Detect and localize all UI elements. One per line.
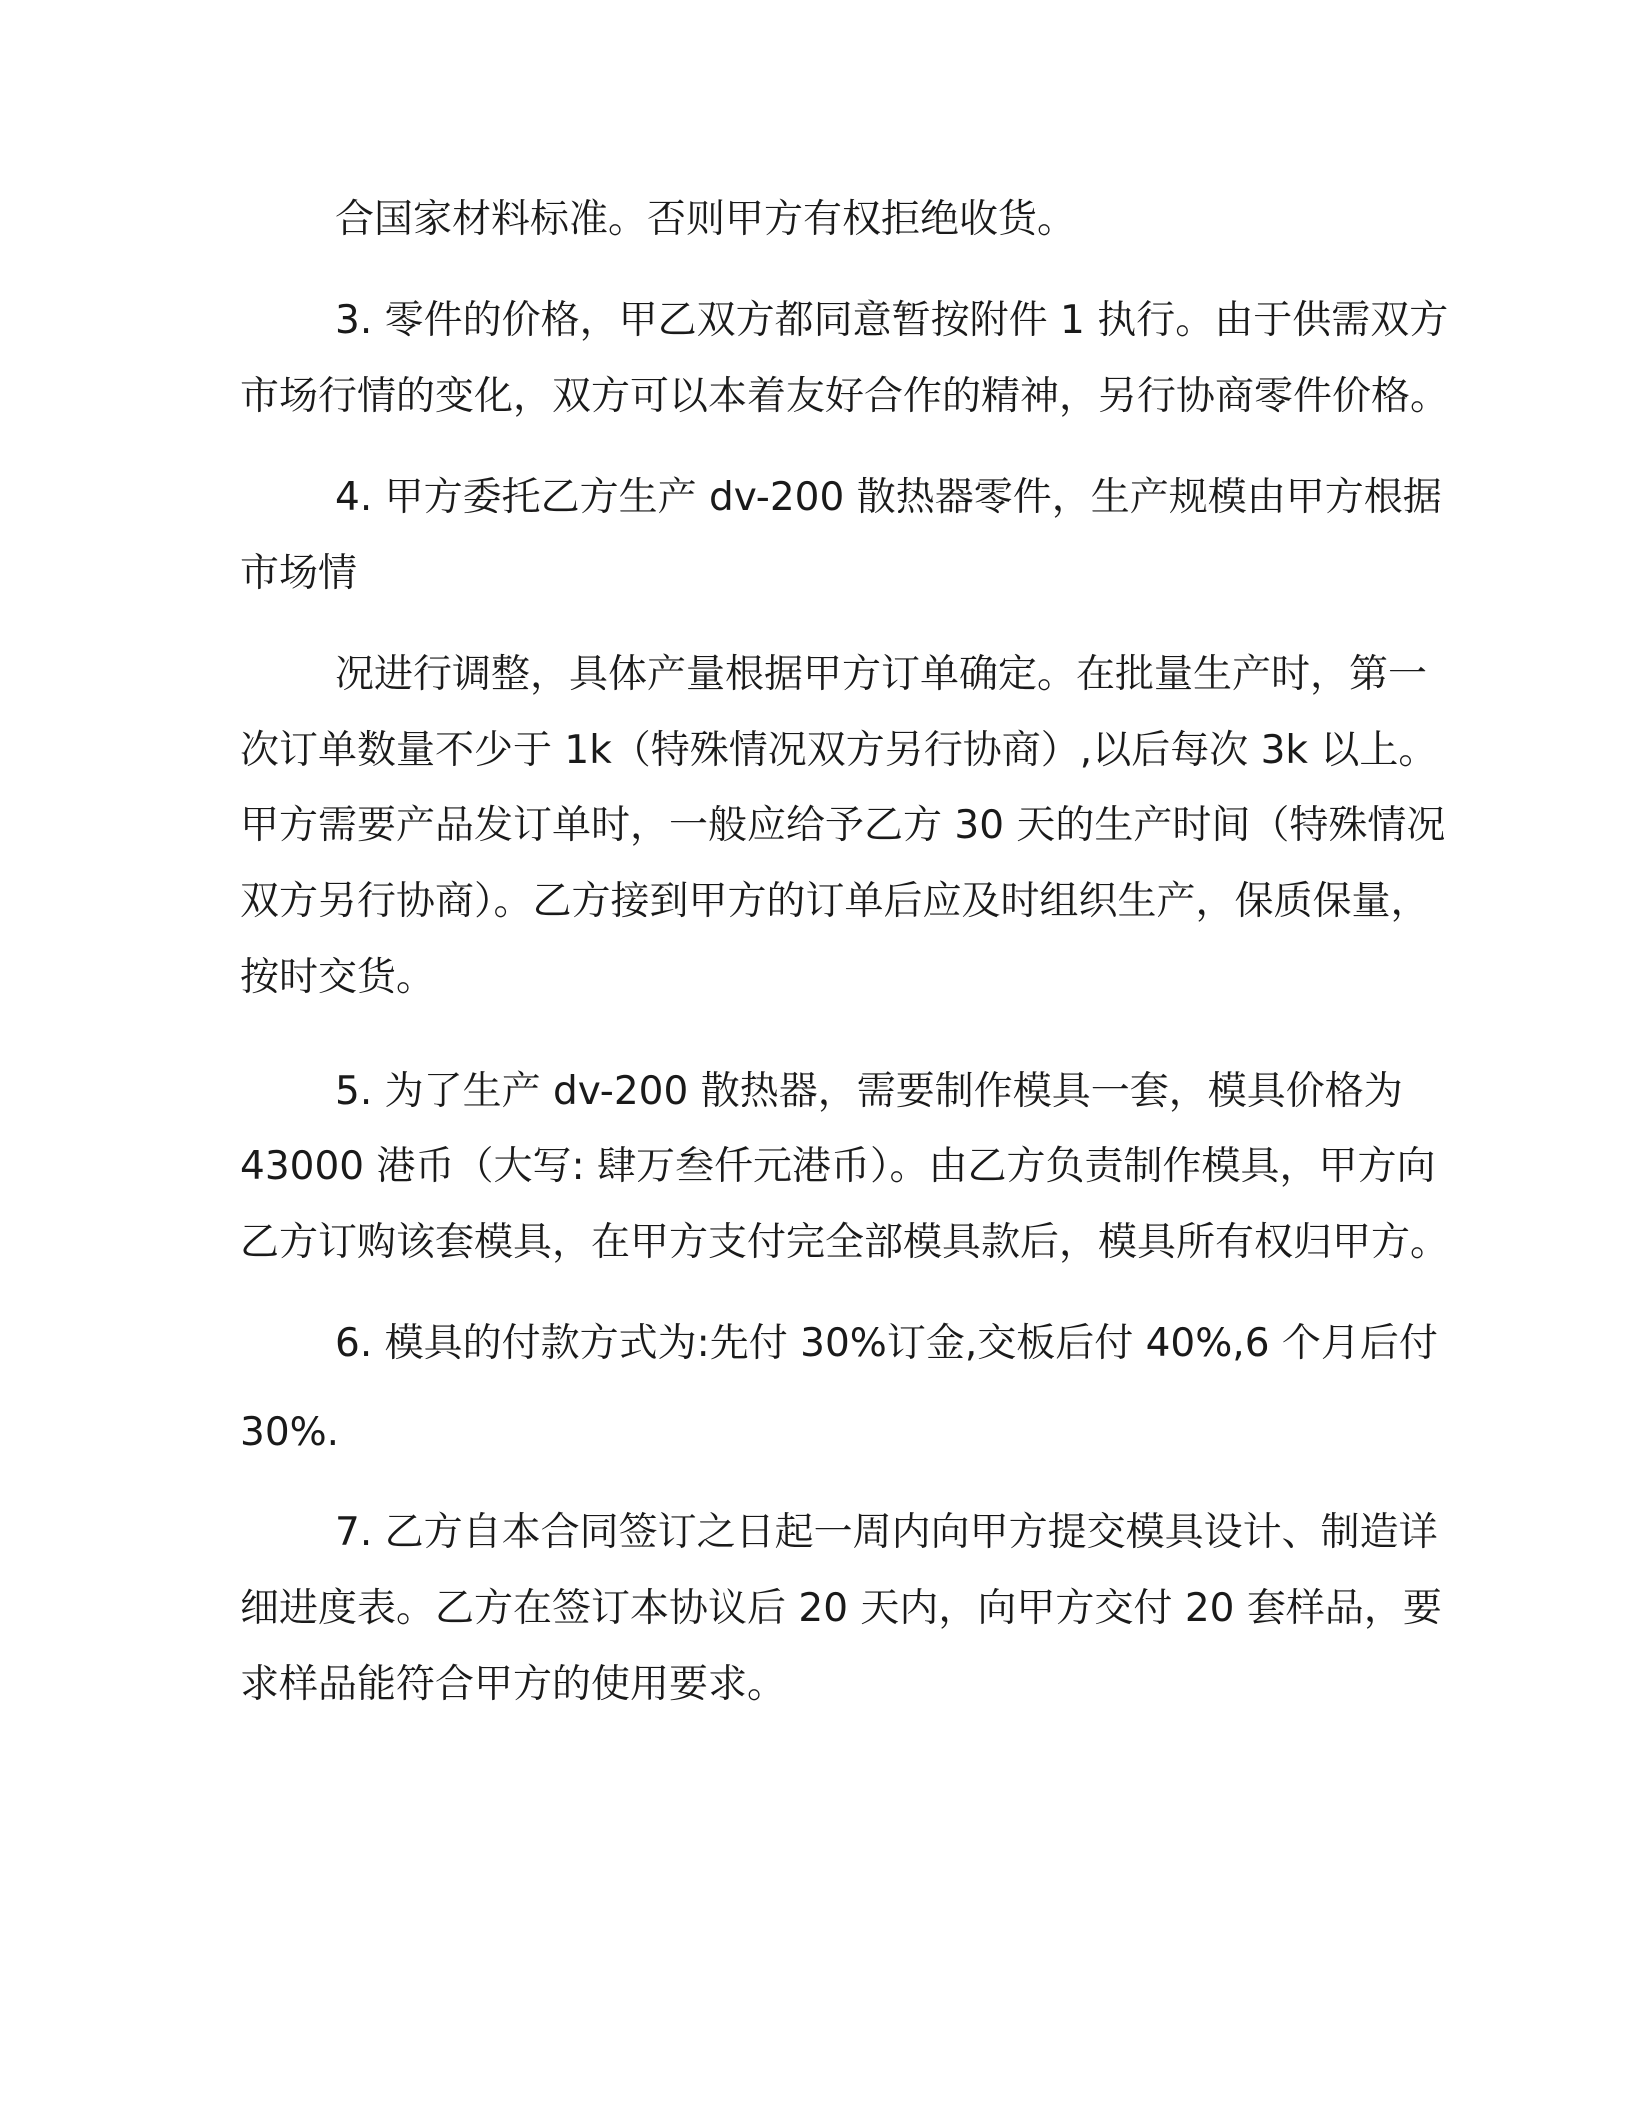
paragraph-7-line-2: 细进度表。乙方在签订本协议后 20 天内，向甲方交付 20 套样品，要 xyxy=(240,1586,1442,1631)
paragraph-6-line-2: 30%. xyxy=(240,1410,340,1455)
paragraph-4b-line-5: 按时交货。 xyxy=(240,955,436,1000)
paragraph-3-line-1: 3. 零件的价格，甲乙双方都同意暂按附件 1 执行。由于供需双方 xyxy=(335,298,1449,343)
paragraph-7-line-1: 7. 乙方自本合同签订之日起一周内向甲方提交模具设计、制造详 xyxy=(335,1510,1438,1555)
paragraph-7-line-3: 求样品能符合甲方的使用要求。 xyxy=(240,1662,787,1707)
paragraph-5-line-3: 乙方订购该套模具，在甲方支付完全部模具款后，模具所有权归甲方。 xyxy=(240,1220,1450,1265)
paragraph-4b-line-1: 况进行调整，具体产量根据甲方订单确定。在批量生产时，第一 xyxy=(335,652,1428,697)
paragraph-5-line-1: 5. 为了生产 dv-200 散热器，需要制作模具一套，模具价格为 xyxy=(335,1069,1403,1114)
paragraph-4b-line-2: 次订单数量不少于 1k（特殊情况双方另行协商）,以后每次 3k 以上。 xyxy=(240,728,1438,773)
paragraph-4-line-2: 市场情 xyxy=(240,551,358,596)
paragraph-4b-line-3: 甲方需要产品发订单时，一般应给予乙方 30 天的生产时间（特殊情况 xyxy=(240,803,1446,848)
paragraph-2-line-1: 合国家材料标准。否则甲方有权拒绝收货。 xyxy=(335,197,1077,242)
paragraph-5-line-2: 43000 港币（大写: 肆万叁仟元港币）。由乙方负责制作模具，甲方向 xyxy=(240,1144,1436,1189)
paragraph-3-line-2: 市场行情的变化，双方可以本着友好合作的精神，另行协商零件价格。 xyxy=(240,374,1450,419)
paragraph-6-line-1: 6. 模具的付款方式为:先付 30%订金,交板后付 40%,6 个月后付 xyxy=(335,1321,1438,1366)
paragraph-4-line-1: 4. 甲方委托乙方生产 dv-200 散热器零件，生产规模由甲方根据 xyxy=(335,475,1442,520)
paragraph-4b-line-4: 双方另行协商）。乙方接到甲方的订单后应及时组织生产，保质保量， xyxy=(240,879,1430,924)
